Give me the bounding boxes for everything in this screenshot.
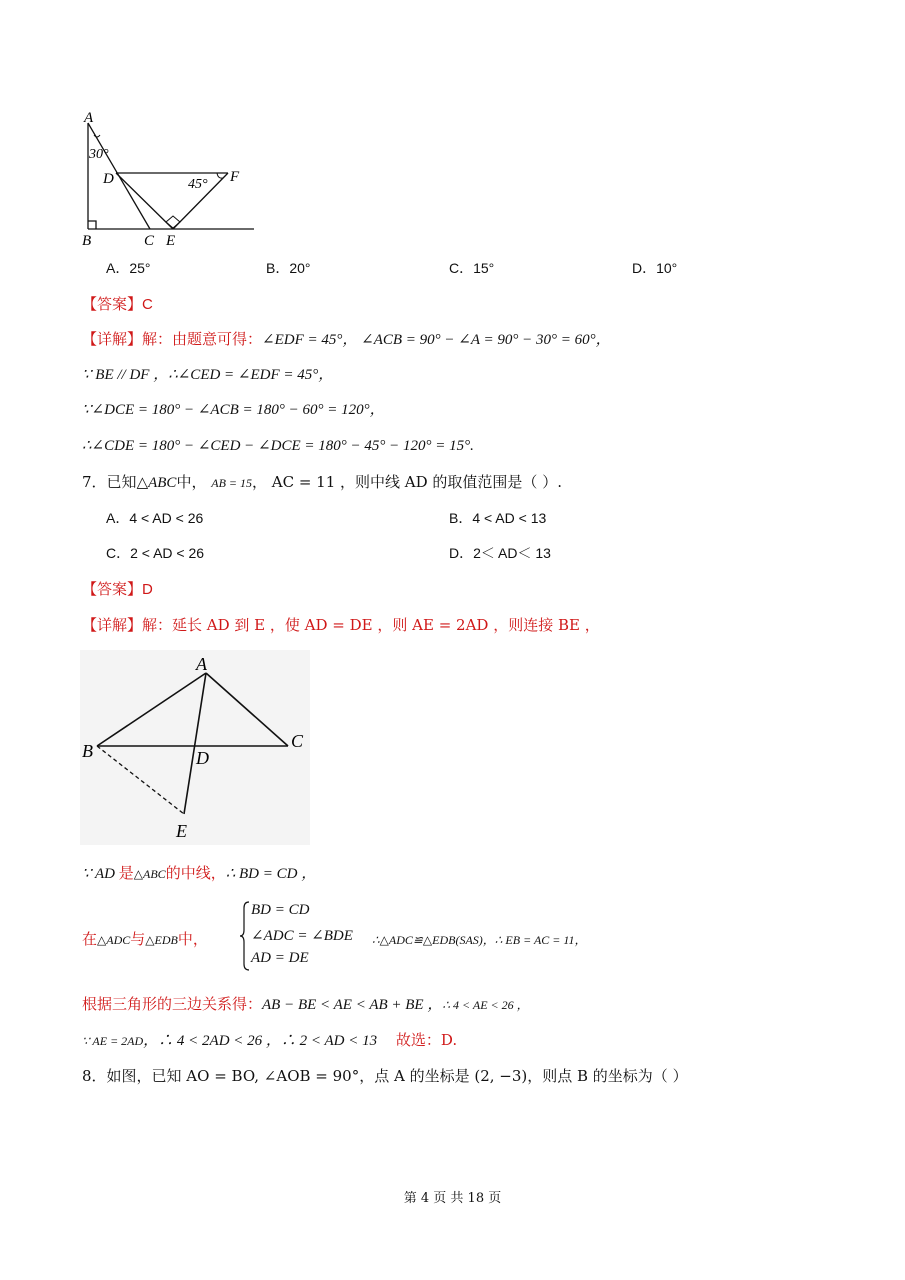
q7-option-d: D．2＜ AD＜ 13 bbox=[449, 545, 551, 561]
q7-median-line bbox=[82, 863, 316, 884]
q6-option-b: B．20° bbox=[266, 260, 311, 276]
q6-answer-tag: 【答案】 bbox=[82, 295, 143, 313]
q7-stem-b: 中， bbox=[176, 473, 207, 491]
q7-ad-range1: ，∴ 4 < 2AD < 26 ， bbox=[143, 1033, 281, 1049]
fig1-label-d: D bbox=[103, 171, 114, 187]
q7-in-b: 与 bbox=[130, 930, 146, 948]
q6-line2: ∵ BE // DF ，∴∠CED = ∠EDF = 45°， bbox=[82, 367, 334, 383]
q7-choose: 故选：D. bbox=[395, 1031, 458, 1049]
q7-final-line bbox=[82, 1030, 457, 1051]
fig2-label-c: C bbox=[291, 731, 304, 751]
q6-option-c: C．15° bbox=[449, 260, 495, 276]
q7-congruent: ∴△ADC≌△EDB(SAS) bbox=[372, 933, 483, 947]
q7-median-d: ∴ BD = CD ， bbox=[225, 866, 317, 882]
fig1-label-e: E bbox=[166, 233, 176, 249]
system-eq-3: AD = DE bbox=[251, 950, 309, 966]
q7-triangle-ineq: AB − BE < AE < AB + BE ， bbox=[262, 997, 443, 1013]
q6-answer-line bbox=[82, 294, 153, 315]
q6-line4: ∴∠CDE = 180° − ∠CED − ∠DCE = 180° − 45° − 120° = 15°. bbox=[82, 438, 474, 454]
q7-option-c: C．2 < AD < 26 bbox=[106, 545, 205, 561]
q6-option-d: D．10° bbox=[632, 260, 678, 276]
q7-triangle-rule: 根据三角形的三边关系得： bbox=[82, 995, 263, 1013]
fig2-label-e: E bbox=[176, 821, 187, 841]
q7-in-tri1: △ADC bbox=[97, 933, 131, 947]
q7-stem-ab: AB = 15 bbox=[211, 476, 252, 490]
q7-in-tri2: △EDB bbox=[145, 933, 178, 947]
q7-median-tri: △ABC bbox=[133, 867, 166, 881]
q8-stem: 8．如图，已知 AO = BO, ∠AOB = 90°，点 A 的坐标是 (2, −3)，则点 B 的坐标为（ ） bbox=[82, 1067, 688, 1085]
q7-in-a: 在 bbox=[82, 930, 98, 948]
q6-answer: C bbox=[142, 296, 153, 313]
q6-detail-tag: 【详解】 bbox=[82, 330, 143, 348]
q7-in-line bbox=[82, 929, 208, 950]
q6-detail-intro: 解：由题意可得： bbox=[142, 330, 263, 348]
q7-median-c: 的中线， bbox=[165, 864, 226, 882]
fig2-label-b: B bbox=[82, 741, 93, 761]
system-eq-1: BD = CD bbox=[251, 902, 310, 918]
fig1-angle-45: 45° bbox=[188, 177, 208, 192]
fig1-angle-30: 30° bbox=[89, 147, 109, 162]
q7-ae-range: ∴ 4 < AE < 26 ， bbox=[442, 998, 529, 1012]
q7-ae-eq: ∵ AE = 2AD bbox=[82, 1034, 144, 1048]
q7-in-c: 中， bbox=[177, 930, 208, 948]
q7-answer-line bbox=[82, 579, 153, 600]
q7-congruent-line bbox=[372, 929, 587, 950]
q7-option-b: B．4 < AD < 13 bbox=[449, 510, 547, 526]
brace-icon bbox=[239, 900, 251, 972]
q6-line1-math: ∠EDF = 45°， ∠ACB = 90° − ∠A = 90° − 30° = 60°， bbox=[262, 332, 611, 348]
fig1-label-b: B bbox=[82, 233, 92, 249]
q7-detail-text: 解：延长 AD 到 E ，使 AD = DE ，则 AE = 2AD ，则连接 BE ， bbox=[142, 616, 600, 634]
q7-ad-range2: ∴ 2 < AD < 13 bbox=[280, 1033, 378, 1049]
figure-median-diagram bbox=[80, 650, 310, 845]
q7-stem-a: 已知 bbox=[106, 473, 137, 491]
q7-stem-tri: △ABC bbox=[136, 475, 177, 491]
q7-median-a: ∵ AD bbox=[82, 866, 119, 882]
q6-detail-line bbox=[82, 329, 611, 350]
fig1-label-c: C bbox=[144, 233, 155, 249]
q6-option-a: A．25° bbox=[106, 260, 151, 276]
q7-option-a: A．4 < AD < 26 bbox=[106, 510, 204, 526]
page-footer: 第 4 页 共 18 页 bbox=[403, 1191, 502, 1206]
q7-median-b: 是 bbox=[118, 864, 134, 882]
q7-eb-ac: ，∴ EB = AC = 11， bbox=[482, 933, 587, 947]
q7-answer-tag: 【答案】 bbox=[82, 580, 143, 598]
fig1-label-a: A bbox=[84, 110, 94, 126]
fig2-label-a: A bbox=[196, 654, 207, 674]
q6-line3: ∵∠DCE = 180° − ∠ACB = 180° − 60° = 120°， bbox=[82, 402, 385, 418]
system-eq-2: ∠ADC = ∠BDE bbox=[251, 928, 353, 944]
fig1-label-f: F bbox=[230, 169, 240, 185]
q7-detail-line bbox=[82, 615, 600, 635]
q7-detail-tag: 【详解】 bbox=[82, 616, 143, 634]
fig2-label-d: D bbox=[196, 748, 209, 768]
figure-angle-diagram bbox=[78, 105, 268, 255]
q7-stem-c: ， AC = 11 ，则中线 AD 的取值范围是（ ）. bbox=[252, 473, 562, 491]
q7-stem bbox=[82, 472, 562, 493]
q7-answer: D bbox=[142, 581, 153, 598]
q7-number: 7． bbox=[82, 473, 107, 491]
q7-triangle-line bbox=[82, 994, 529, 1015]
